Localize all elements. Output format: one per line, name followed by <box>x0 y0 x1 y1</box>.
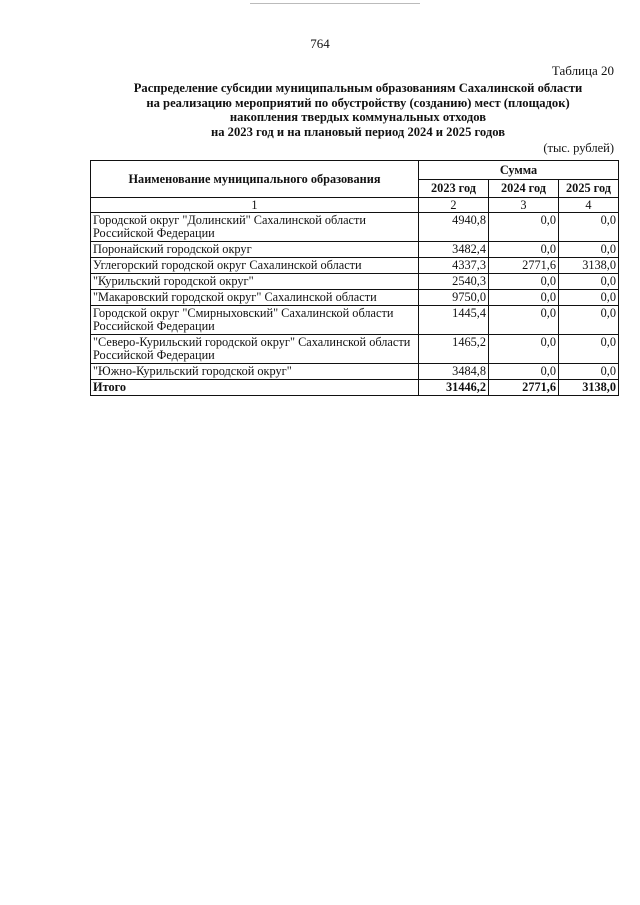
header-year-2024: 2024 год <box>489 180 559 198</box>
document-title <box>90 81 626 139</box>
table-row <box>91 274 619 290</box>
table-label: Таблица 20 <box>551 63 614 78</box>
value-2023: 2540,3 <box>419 274 489 290</box>
value-2025: 0,0 <box>559 213 619 242</box>
total-2023: 31446,2 <box>419 380 489 396</box>
value-2024: 0,0 <box>489 290 559 306</box>
municipality-name: Городской округ "Смирныховский" Сахалинской области Российской Федерации <box>91 306 419 335</box>
value-2024: 0,0 <box>489 213 559 242</box>
column-number: 2 <box>419 198 489 213</box>
column-number-row <box>91 198 619 213</box>
value-2023: 3482,4 <box>419 242 489 258</box>
title-line: накопления твердых коммунальных отходов <box>229 110 487 124</box>
page-number: 764 <box>310 36 330 51</box>
table-row <box>91 242 619 258</box>
value-2024: 0,0 <box>489 242 559 258</box>
units-note: (тыс. рублей) <box>543 141 614 155</box>
value-2023: 1445,4 <box>419 306 489 335</box>
value-2024: 0,0 <box>489 306 559 335</box>
table-row <box>91 258 619 274</box>
header-name: Наименование муниципального образования <box>91 161 419 198</box>
value-2025: 3138,0 <box>559 258 619 274</box>
table-row <box>91 306 619 335</box>
municipality-name: "Макаровский городской округ" Сахалинской области <box>91 290 419 306</box>
municipality-name: Городской округ "Долинский" Сахалинской области Российской Федерации <box>91 213 419 242</box>
total-row <box>91 380 619 396</box>
value-2023: 1465,2 <box>419 335 489 364</box>
table-row <box>91 364 619 380</box>
table-header-row <box>91 161 619 180</box>
value-2025: 0,0 <box>559 364 619 380</box>
value-2023: 4337,3 <box>419 258 489 274</box>
column-number: 4 <box>559 198 619 213</box>
header-sum: Сумма <box>419 161 619 180</box>
subsidy-table <box>90 160 619 396</box>
total-2025: 3138,0 <box>559 380 619 396</box>
value-2024: 0,0 <box>489 274 559 290</box>
value-2024: 2771,6 <box>489 258 559 274</box>
table-row <box>91 335 619 364</box>
title-line: на 2023 год и на плановый период 2024 и 2025 годов <box>210 124 506 139</box>
header-year-2023: 2023 год <box>419 180 489 198</box>
value-2023: 4940,8 <box>419 213 489 242</box>
municipality-name: "Курильский городской округ" <box>91 274 419 290</box>
municipality-name: "Северо-Курильский городской округ" Сахалинской области Российской Федерации <box>91 335 419 364</box>
value-2023: 3484,8 <box>419 364 489 380</box>
value-2025: 0,0 <box>559 274 619 290</box>
value-2025: 0,0 <box>559 306 619 335</box>
column-number: 3 <box>489 198 559 213</box>
value-2025: 0,0 <box>559 335 619 364</box>
municipality-name: "Южно-Курильский городской округ" <box>91 364 419 380</box>
table-row <box>91 213 619 242</box>
total-2024: 2771,6 <box>489 380 559 396</box>
table-row <box>91 290 619 306</box>
column-number: 1 <box>91 198 419 213</box>
value-2025: 0,0 <box>559 242 619 258</box>
title-line: на реализацию мероприятий по обустройству (созданию) мест (площадок) <box>146 95 570 110</box>
scan-artifact-top <box>250 3 420 4</box>
value-2023: 9750,0 <box>419 290 489 306</box>
title-line: Распределение субсидии муниципальным образованиям Сахалинской области <box>133 81 583 95</box>
value-2024: 0,0 <box>489 364 559 380</box>
total-label: Итого <box>91 380 419 396</box>
value-2025: 0,0 <box>559 290 619 306</box>
municipality-name: Поронайский городской округ <box>91 242 419 258</box>
value-2024: 0,0 <box>489 335 559 364</box>
header-year-2025: 2025 год <box>559 180 619 198</box>
municipality-name: Углегорский городской округ Сахалинской области <box>91 258 419 274</box>
